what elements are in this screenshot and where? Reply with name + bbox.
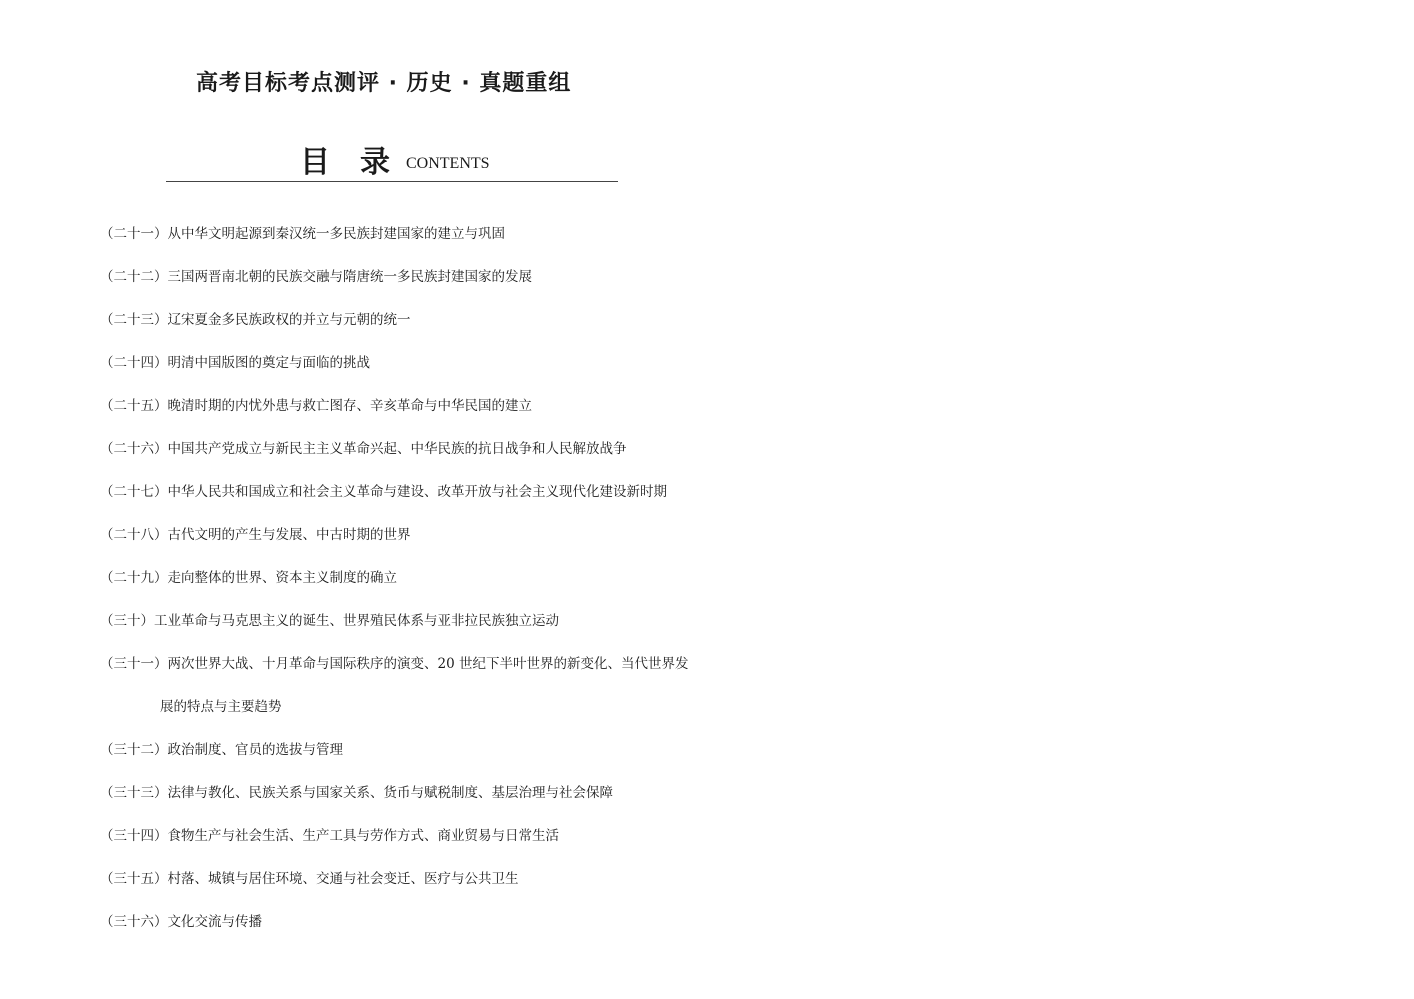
toc-entry-29[interactable] <box>100 566 720 609</box>
toc-entry-25[interactable] <box>100 394 720 437</box>
toc-entry-title-continuation: 展的特点与主要趋势 <box>160 699 282 715</box>
toc-entry-title: 文化交流与传播 <box>167 914 262 930</box>
toc-entry-number: （二十八） <box>100 527 168 543</box>
toc-entry-title: 食物生产与社会生活、生产工具与劳作方式、商业贸易与日常生活 <box>167 828 559 844</box>
toc-entry-number: （三十） <box>100 613 154 629</box>
toc-entry-title: 两次世界大战、十月革命与国际秩序的演变、20 世纪下半叶世界的新变化、当代世界发 <box>167 656 689 672</box>
toc-entry-number: （三十五） <box>100 871 168 887</box>
toc-entry-title: 工业革命与马克思主义的诞生、世界殖民体系与亚非拉民族独立运动 <box>154 613 559 629</box>
toc-entry-31-continuation[interactable] <box>100 695 720 738</box>
toc-entry-number: （三十四） <box>100 828 168 844</box>
toc-heading-chinese: 目录 <box>300 145 420 180</box>
toc-entry-title: 古代文明的产生与发展、中古时期的世界 <box>167 527 411 543</box>
toc-entry-31[interactable] <box>100 652 720 695</box>
toc-entry-number: （三十六） <box>100 914 168 930</box>
toc-entry-23[interactable] <box>100 308 720 351</box>
toc-entry-number: （二十七） <box>100 484 168 500</box>
toc-entry-26[interactable] <box>100 437 720 480</box>
toc-entry-32[interactable] <box>100 738 720 781</box>
toc-entry-number: （二十五） <box>100 398 168 414</box>
toc-entry-33[interactable] <box>100 781 720 824</box>
toc-entry-title: 三国两晋南北朝的民族交融与隋唐统一多民族封建国家的发展 <box>167 269 532 285</box>
toc-entry-number: （二十二） <box>100 269 168 285</box>
toc-entry-title: 政治制度、官员的选拔与管理 <box>167 742 343 758</box>
toc-entry-title: 中国共产党成立与新民主主义革命兴起、中华民族的抗日战争和人民解放战争 <box>167 441 627 457</box>
toc-entry-27[interactable] <box>100 480 720 523</box>
toc-entry-number: （二十九） <box>100 570 168 586</box>
toc-entry-number: （三十二） <box>100 742 168 758</box>
toc-entry-21[interactable] <box>100 222 720 265</box>
series-title: 高考目标考点测评 · 历史 · 真题重组 <box>196 71 572 96</box>
toc-entry-28[interactable] <box>100 523 720 566</box>
toc-heading-english: CONTENTS <box>406 155 490 172</box>
toc-entry-title: 走向整体的世界、资本主义制度的确立 <box>167 570 397 586</box>
toc-list <box>100 222 720 953</box>
toc-entry-number: （二十六） <box>100 441 168 457</box>
toc-entry-title: 晚清时期的内忧外患与救亡图存、辛亥革命与中华民国的建立 <box>167 398 532 414</box>
toc-entry-34[interactable] <box>100 824 720 867</box>
toc-entry-30[interactable] <box>100 609 720 652</box>
toc-entry-number: （二十三） <box>100 312 168 328</box>
toc-entry-title: 辽宋夏金多民族政权的并立与元朝的统一 <box>167 312 411 328</box>
toc-entry-24[interactable] <box>100 351 720 394</box>
toc-entry-number: （二十一） <box>100 226 168 242</box>
toc-entry-22[interactable] <box>100 265 720 308</box>
toc-entry-number: （三十三） <box>100 785 168 801</box>
toc-entry-title: 中华人民共和国成立和社会主义革命与建设、改革开放与社会主义现代化建设新时期 <box>167 484 667 500</box>
toc-entry-36[interactable] <box>100 910 720 953</box>
toc-entry-number: （三十一） <box>100 656 168 672</box>
toc-entry-title: 村落、城镇与居住环境、交通与社会变迁、医疗与公共卫生 <box>167 871 519 887</box>
toc-entry-35[interactable] <box>100 867 720 910</box>
toc-entry-title: 从中华文明起源到秦汉统一多民族封建国家的建立与巩固 <box>167 226 505 242</box>
toc-entry-title: 明清中国版图的奠定与面临的挑战 <box>167 355 370 371</box>
toc-heading <box>166 134 618 182</box>
toc-entry-number: （二十四） <box>100 355 168 371</box>
toc-entry-title: 法律与教化、民族关系与国家关系、货币与赋税制度、基层治理与社会保障 <box>167 785 613 801</box>
